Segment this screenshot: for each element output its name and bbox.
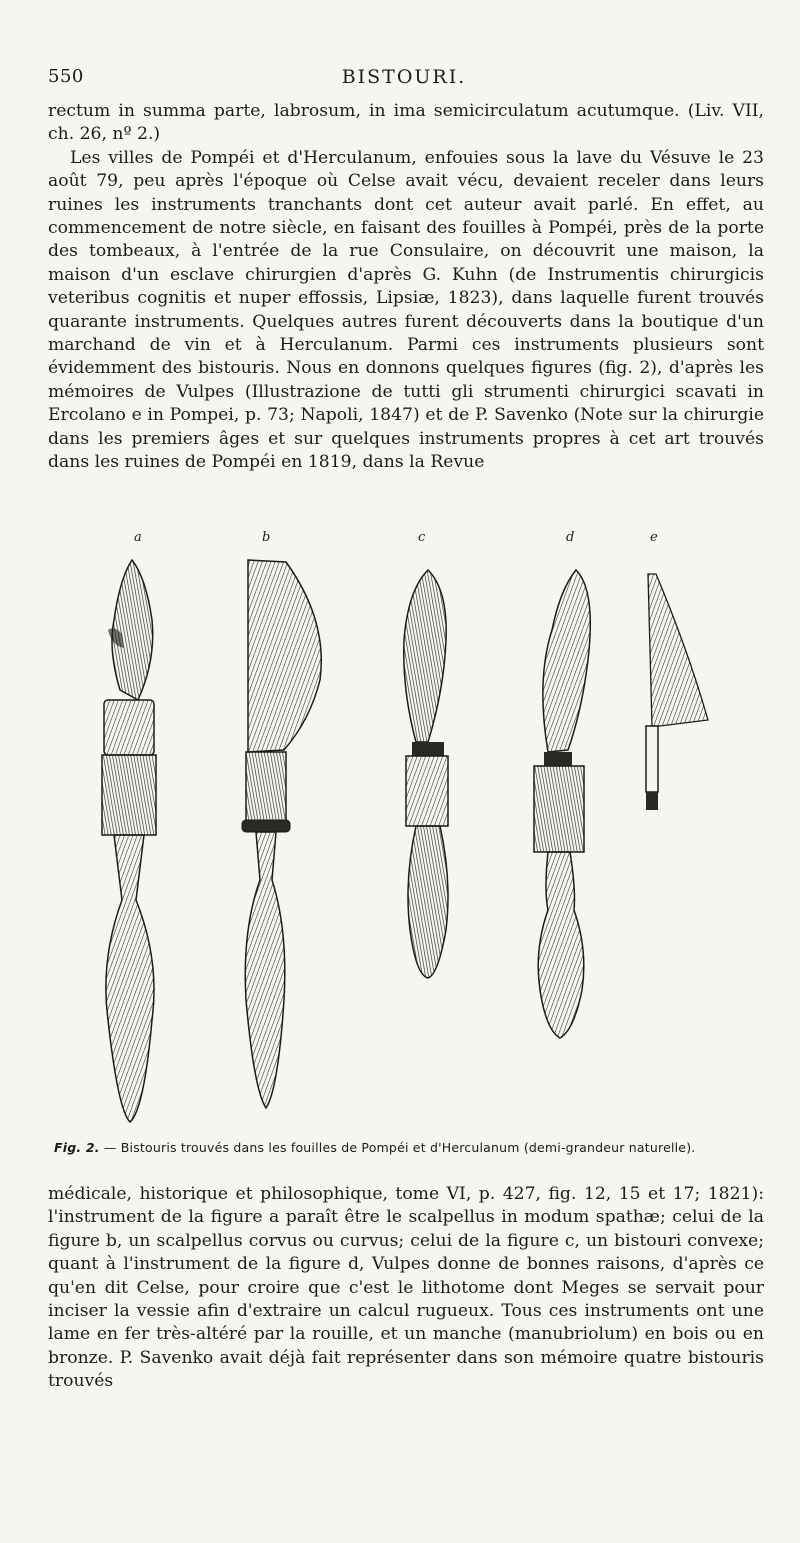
paragraph-pompeii: Les villes de Pompéi et d'Herculanum, enfouies sous la lave du Vésuve le 23 août 79, peu après l'époque où Celse avait vécu, devaient receler dans leurs ruines les instruments tranchants dont cet auteur avait parlé. En effet, au commencement de notre siècle, en faisant des fouilles à Pompéi, près de la porte des tombeaux, à l'entrée de la rue Consulaire, on découvrit une maison, la maison d'un esclave chirurgien d'après G. Kuhn (de Instrumentis chirurgicis veteribus cognitis et nuper effossis, Lipsiæ, 1823), dans laquelle furent trouvés quarante instruments. Quelques autres furent découverts dans la boutique d'un marchand de vin et à Herculanum. Parmi ces instruments plusieurs sont évidemment des bistouris. Nous en donnons quelques figures (fig. 2), d'après les mémoires de Vulpes (Illustrazione de tutti gli strumenti chirurgici scavati in Ercolano e in Pompei, p. 73; Napoli, 1847) et de P. Savenko (Note sur la chirurgie dans les premiers âges et sur quelques instruments propres à cet art trouvés dans les ruines de Pompéi en 1819, dans la Revue: [48, 147, 764, 473]
figure-caption-text: — Bistouris trouvés dans les fouilles de Pompéi et d'Herculanum (demi-grandeur naturelle).: [99, 1140, 696, 1155]
scalpel-a: [102, 560, 156, 1122]
scalpel-e: [646, 574, 708, 810]
running-head: BISTOURI.: [341, 66, 467, 88]
paragraph-continuation: médicale, historique et philosophique, tome VI, p. 427, fig. 12, 15 et 17; 1821): l'instrument de la figure a paraît être le scalpellus in modum spathæ; celui de la figure b, un scalpellus corvus ou curvus; celui de la figure c, un bistouri convexe; quant à l'instrument de la figure d, Vulpes donne de bonnes raisons, d'après ce qu'en dit Celse, pour croire que c'est le lithotome dont Meges se servait pour inciser la vessie afin d'extraire un calcul rugueux. Tous ces instruments ont une lame en fer très-altéré par la rouille, et un manche (manubriolum) en bois ou en bronze. P. Savenko avait déjà fait représenter dans son mémoire quatre bistouris trouvés: [48, 1184, 764, 1392]
scalpel-b: [242, 560, 321, 1108]
figure-letter-b: b: [262, 530, 271, 545]
body-text-bottom: [48, 1183, 764, 1394]
figure-letter-c: c: [418, 530, 426, 545]
body-text-top: [48, 100, 764, 475]
figure-caption: [54, 1140, 764, 1155]
page-footer-marks: [30, 1496, 770, 1506]
figure-letter-d: d: [566, 530, 575, 545]
figure-caption-label: Fig. 2.: [54, 1140, 100, 1155]
instrument-engravings: [48, 530, 764, 1130]
page-header: [48, 66, 760, 92]
figure-letter-e: e: [650, 530, 658, 545]
scalpel-c: [404, 570, 448, 978]
paragraph-latin-quote: rectum in summa parte, labrosum, in ima semicirculatum acutumque. (Liv. VII, ch. 26, nº 2.): [48, 101, 764, 145]
figure-2-bistouris: [48, 530, 764, 1130]
figure-letter-a: a: [134, 530, 142, 545]
page-number: 550: [48, 66, 84, 87]
scalpel-d: [534, 570, 590, 1038]
